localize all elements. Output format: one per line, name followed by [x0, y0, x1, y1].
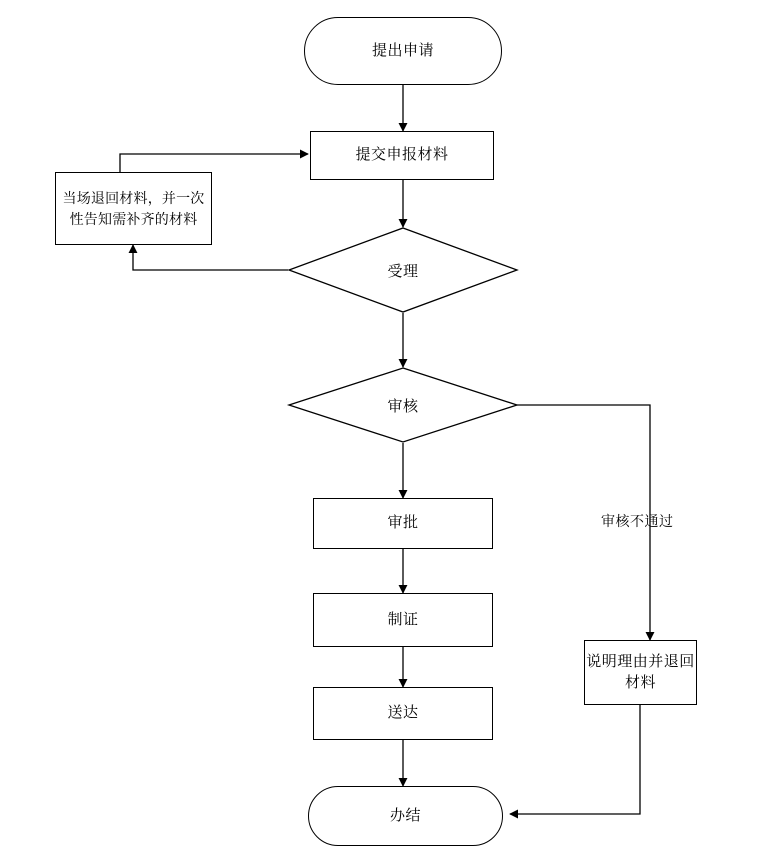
- node-reject-reason-note-label: 说明理由并退回材料: [586, 653, 695, 691]
- node-finish[interactable]: [308, 786, 503, 846]
- edge-reject-note-to-finish: [510, 705, 640, 814]
- node-submit-materials[interactable]: [310, 131, 494, 180]
- node-deliver-label: 送达: [387, 704, 419, 722]
- node-apply-label: 提出申请: [371, 41, 434, 59]
- node-deliver[interactable]: [313, 687, 493, 740]
- node-approve[interactable]: [313, 498, 493, 549]
- node-finish-label: 办结: [389, 806, 421, 824]
- node-review[interactable]: [288, 367, 518, 443]
- node-submit-materials-label: 提交申报材料: [355, 146, 449, 164]
- node-accept-label: 受理: [387, 262, 419, 280]
- node-make-certificate-label: 制证: [387, 610, 419, 628]
- node-apply[interactable]: [304, 17, 502, 85]
- edge-accept-to-return-note: [133, 245, 288, 270]
- node-review-label: 审核: [387, 397, 419, 415]
- node-accept[interactable]: [288, 227, 518, 313]
- node-reject-reason-note[interactable]: [584, 640, 697, 705]
- node-return-materials-note[interactable]: [55, 172, 212, 245]
- edge-return-note-to-submit: [120, 154, 308, 172]
- node-approve-label: 审批: [387, 514, 419, 532]
- edge-label-review-fail: 审核不通过: [601, 513, 674, 529]
- node-return-materials-note-label: 当场退回材料，并一次性告知需补齐的材料: [62, 190, 205, 227]
- node-make-certificate[interactable]: [313, 593, 493, 647]
